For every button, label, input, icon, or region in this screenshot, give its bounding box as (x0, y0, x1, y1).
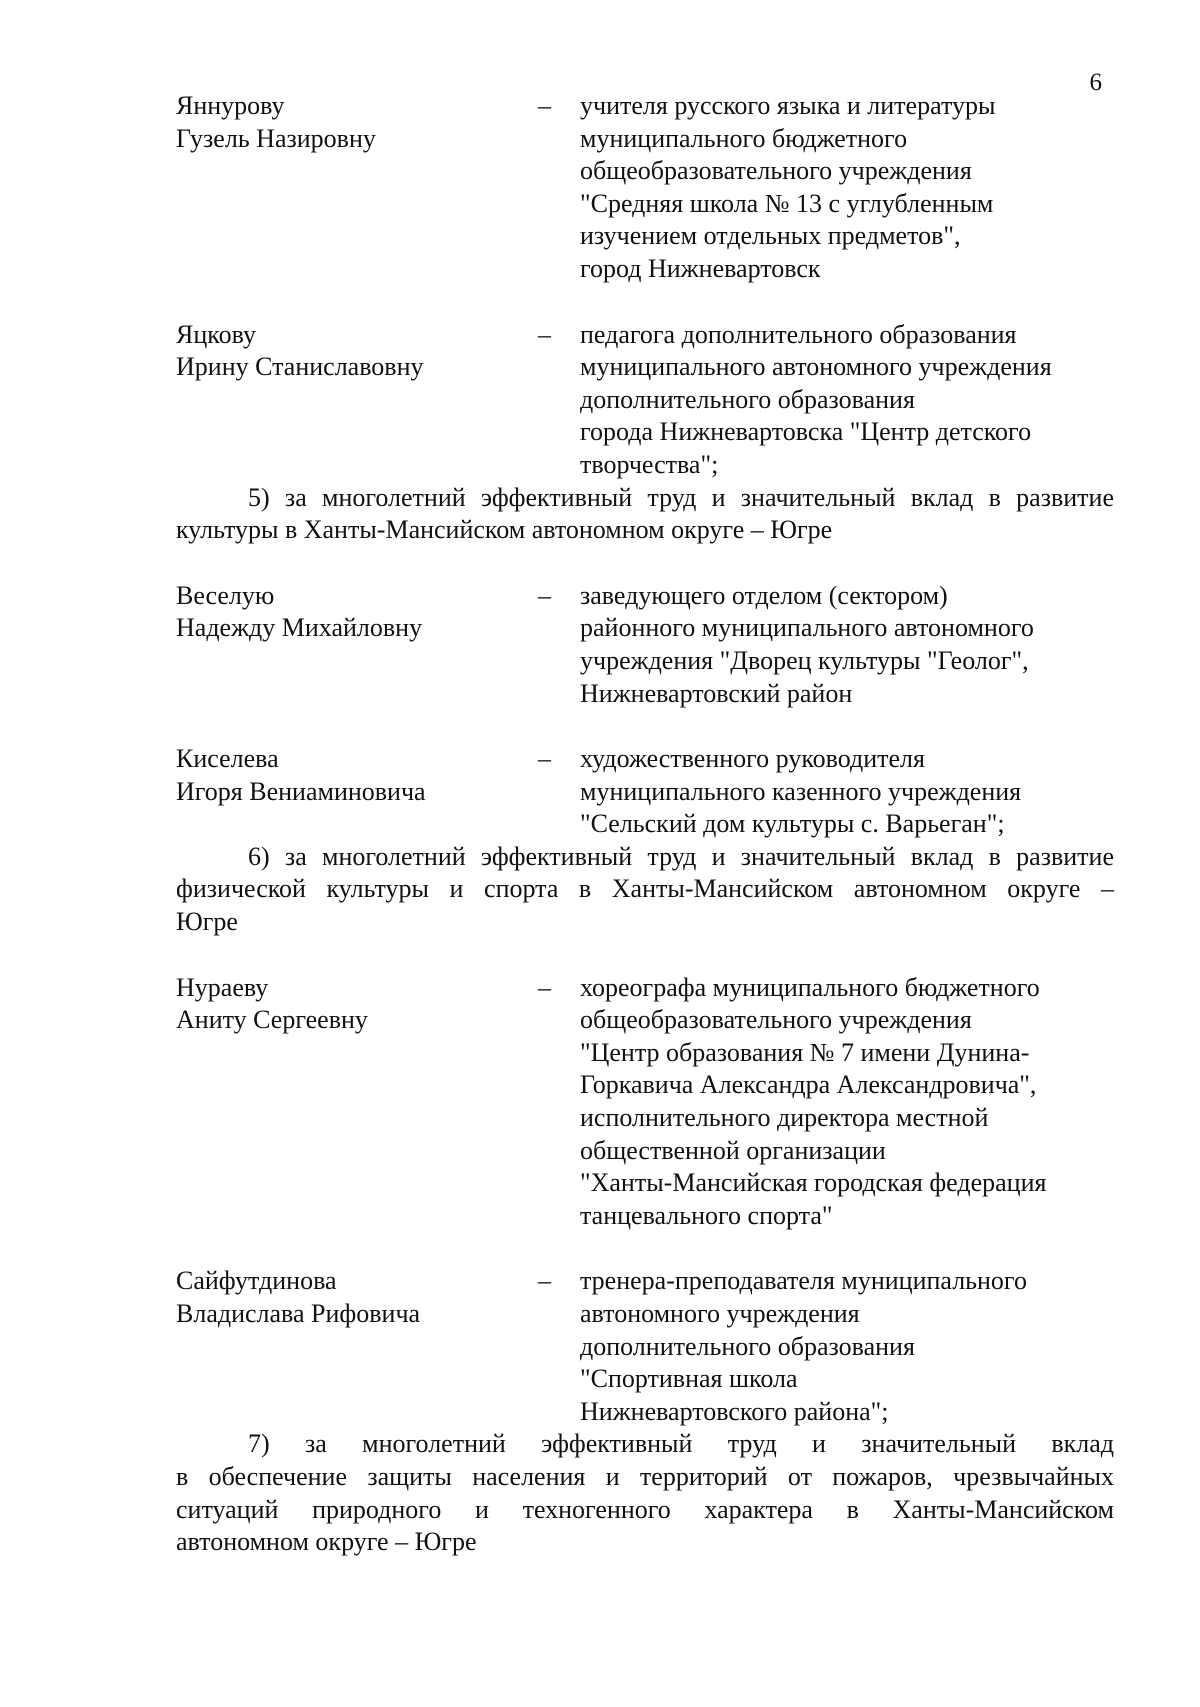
paragraph-line: культуры в Ханты-Мансийском автономном округе – Югре (176, 515, 833, 545)
nominee-entry (176, 319, 1114, 482)
spacer (176, 710, 1114, 743)
nominee-entry (176, 90, 1114, 286)
nominee-name (176, 90, 538, 155)
spacer (176, 286, 1114, 319)
paragraph-line: 6) за многолетний эффективный труд и значительный вклад в развитие (248, 841, 1114, 871)
paragraph-line: в обеспечение защиты населения и территорий от пожаров, чрезвычайных (176, 1461, 1114, 1491)
nominee-position (580, 90, 1114, 286)
position-line: автономного учреждения (580, 1299, 860, 1328)
position-line: тренера-преподавателя муниципального (580, 1266, 1027, 1296)
position-line: Нижневартовского района"; (580, 1396, 889, 1426)
position-line: районного муниципального автономного (580, 613, 1034, 643)
position-line: город Нижневартовск (580, 253, 821, 283)
position-line: "Средняя школа № 13 с углубленным (580, 188, 994, 218)
dash-separator: – (538, 1266, 551, 1296)
award-category-paragraph (176, 841, 1114, 939)
position-line: общеобразовательного учреждения (580, 1005, 972, 1035)
nominee-name (176, 743, 538, 808)
paragraph-line: Югре (176, 907, 238, 937)
nominee-name (176, 580, 538, 645)
position-line: общественной организации (580, 1135, 886, 1165)
nominee-given-names: Владислава Рифовича (176, 1299, 421, 1328)
nominee-surname: Сайфутдинова (176, 1266, 337, 1296)
position-line: муниципального казенного учреждения (580, 776, 1022, 806)
nominee-entry (176, 1265, 1114, 1428)
nominee-given-names: Ирину Станиславовну (176, 352, 424, 382)
position-line: "Ханты-Мансийская городская федерация (580, 1168, 1047, 1198)
nominee-position (580, 1265, 1114, 1428)
dash-separator: – (538, 91, 551, 120)
position-line: заведующего отделом (сектором) (580, 580, 948, 610)
position-line: "Центр образования № 7 имени Дунина- (580, 1037, 1030, 1067)
position-line: учителя русского языка и литературы (580, 91, 996, 120)
award-category-paragraph (176, 482, 1114, 547)
spacer (176, 547, 1114, 580)
nominee-given-names: Игоря Вениаминовича (176, 776, 426, 806)
dash-separator: – (538, 580, 551, 610)
dash-separator: – (538, 972, 551, 1002)
nominee-surname: Веселую (176, 580, 275, 610)
nominee-position (580, 580, 1114, 710)
position-line: муниципального автономного учреждения (580, 352, 1052, 382)
position-line: педагога дополнительного образования (580, 319, 1017, 349)
document-body (176, 90, 1114, 1559)
nominee-name (176, 972, 538, 1037)
position-line: изучением отдельных предметов", (580, 221, 961, 251)
nominee-entry (176, 580, 1114, 710)
position-line: хореографа муниципального бюджетного (580, 972, 1040, 1002)
position-line: художественного руководителя (580, 744, 925, 774)
position-line: Горкавича Александра Александровича", (580, 1070, 1037, 1100)
dash-separator: – (538, 744, 551, 774)
paragraph-line: 5) за многолетний эффективный труд и значительный вклад в развитие (248, 482, 1114, 512)
paragraph-line: 7) за многолетний эффективный труд и значительный вклад (248, 1429, 1114, 1459)
nominee-surname: Яннурову (176, 91, 285, 120)
nominee-position (580, 972, 1114, 1233)
position-line: учреждения "Дворец культуры "Геолог", (580, 645, 1029, 675)
paragraph-line: физической культуры и спорта в Ханты-Мансийском автономном округе – (176, 874, 1114, 904)
nominee-surname: Нураеву (176, 972, 269, 1002)
nominee-given-names: Гузель Назировну (176, 123, 376, 153)
paragraph-line: ситуаций природного и техногенного характера в Ханты-Мансийском (176, 1494, 1114, 1524)
nominee-given-names: Надежду Михайловну (176, 613, 423, 643)
position-line: "Сельский дом культуры с. Варьеган"; (580, 809, 1005, 839)
spacer (176, 1232, 1114, 1265)
position-line: муниципального бюджетного (580, 123, 908, 153)
dash-separator: – (538, 319, 551, 349)
award-category-paragraph (176, 1428, 1114, 1558)
position-line: творчества"; (580, 449, 719, 479)
nominee-entry (176, 972, 1114, 1233)
nominee-surname: Киселева (176, 744, 279, 774)
page-number: 6 (1089, 69, 1102, 96)
paragraph-line: автономном округе – Югре (176, 1527, 477, 1557)
position-line: Нижневартовский район (580, 678, 853, 708)
nominee-surname: Яцкову (176, 319, 256, 349)
position-line: исполнительного директора местной (580, 1103, 989, 1133)
nominee-entry (176, 743, 1114, 841)
spacer (176, 939, 1114, 972)
nominee-name (176, 1265, 538, 1330)
position-line: дополнительного образования (580, 384, 915, 414)
position-line: города Нижневартовска "Центр детского (580, 417, 1032, 447)
nominee-given-names: Аниту Сергеевну (176, 1005, 368, 1035)
position-line: общеобразовательного учреждения (580, 156, 972, 186)
nominee-position (580, 743, 1114, 841)
position-line: дополнительного образования (580, 1331, 915, 1361)
nominee-name (176, 319, 538, 384)
nominee-position (580, 319, 1114, 482)
position-line: "Спортивная школа (580, 1364, 798, 1394)
position-line: танцевального спорта" (580, 1200, 833, 1230)
